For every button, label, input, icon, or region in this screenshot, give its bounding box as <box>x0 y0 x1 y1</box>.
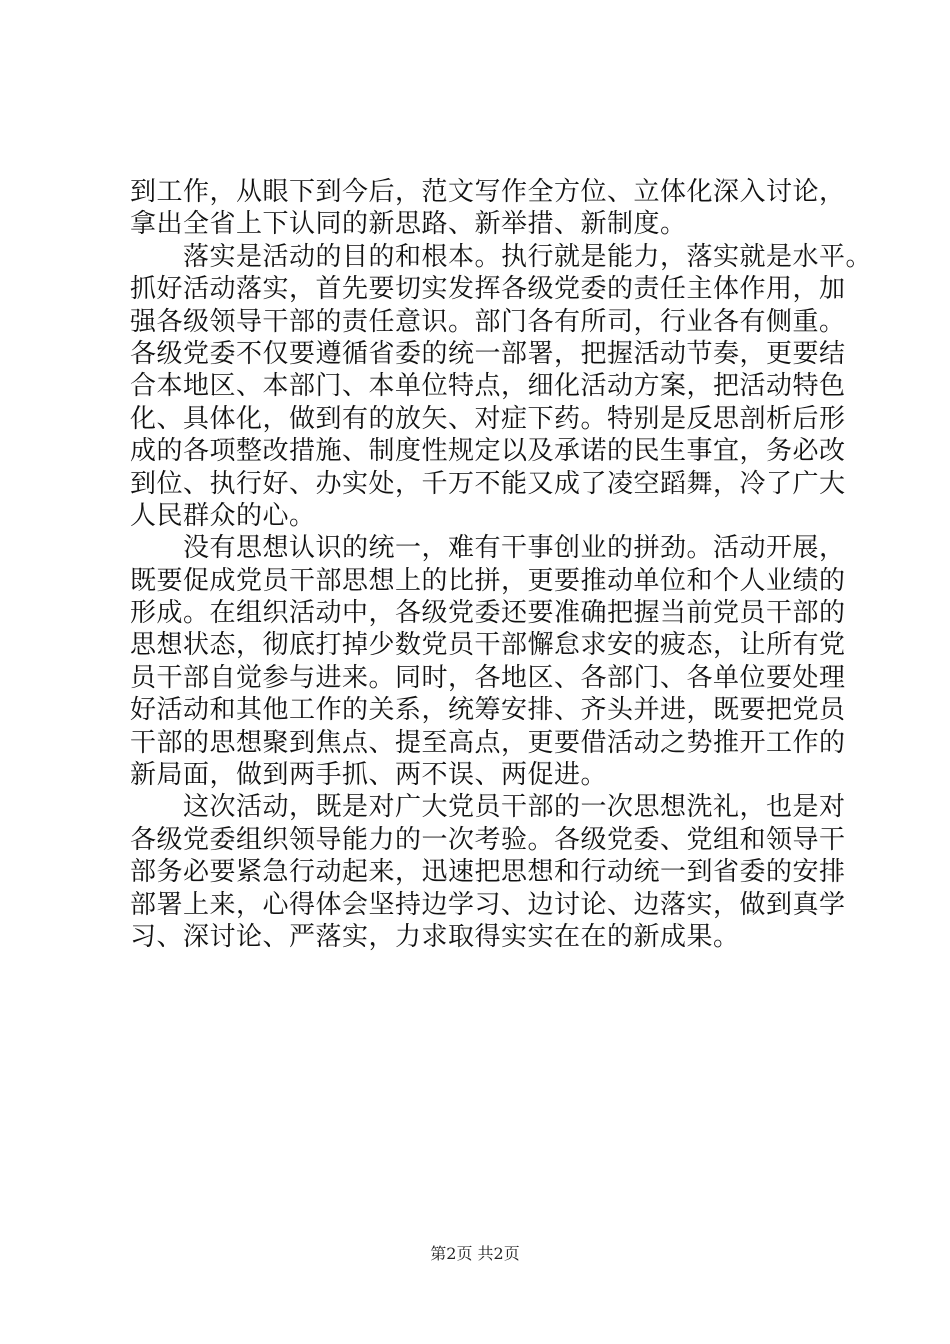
text-line: 落实是活动的目的和根本。执行就是能力，落实就是水平。 <box>130 241 873 272</box>
text-line: 新局面，做到两手抓、两不误、两促进。 <box>130 760 608 791</box>
text-line: 习、深讨论、严落实，力求取得实实在在的新成果。 <box>130 921 740 952</box>
text-line: 成的各项整改措施、制度性规定以及承诺的民生事宜，务必改 <box>130 436 846 467</box>
text-line: 员干部自觉参与进来。同时，各地区、各部门、各单位要处理 <box>130 662 846 693</box>
text-line: 化、具体化，做到有的放矢、对症下药。特别是反思剖析后形 <box>130 403 846 434</box>
text-line: 部务必要紧急行动起来，迅速把思想和行动统一到省委的安排 <box>130 857 846 888</box>
text-line: 干部的思想聚到焦点、提至高点，更要借活动之势推开工作的 <box>130 727 846 758</box>
text-line: 既要促成党员干部思想上的比拼，更要推动单位和个人业绩的 <box>130 565 846 596</box>
text-line: 部署上来，心得体会坚持边学习、边讨论、边落实，做到真学 <box>130 889 846 920</box>
text-line: 没有思想认识的统一，难有干事创业的拼劲。活动开展， <box>130 533 846 564</box>
text-line: 思想状态，彻底打掉少数党员干部懈怠求安的疲态，让所有党 <box>130 630 846 661</box>
text-line: 到位、执行好、办实处，千万不能又成了凌空蹈舞，冷了广大 <box>130 468 846 499</box>
text-line: 人民群众的心。 <box>130 500 316 531</box>
text-line: 这次活动，既是对广大党员干部的一次思想洗礼，也是对 <box>130 792 846 823</box>
text-line: 拿出全省上下认同的新思路、新举措、新制度。 <box>130 209 687 240</box>
page-footer: 第2页 共2页 <box>430 1244 520 1263</box>
text-line: 各级党委不仅要遵循省委的统一部署，把握活动节奏，更要结 <box>130 338 846 369</box>
document-body <box>130 176 873 953</box>
text-line: 合本地区、本部门、本单位特点，细化活动方案，把活动特色 <box>130 371 846 402</box>
text-line: 好活动和其他工作的关系，统筹安排、齐头并进，既要把党员 <box>130 695 846 726</box>
text-line: 抓好活动落实，首先要切实发挥各级党委的责任主体作用，加 <box>130 274 846 305</box>
text-line: 到工作，从眼下到今后，范文写作全方位、立体化深入讨论， <box>130 177 846 207</box>
text-line: 形成。在组织活动中，各级党委还要准确把握当前党员干部的 <box>130 598 846 629</box>
text-line: 强各级领导干部的责任意识。部门各有所司，行业各有侧重。 <box>130 306 846 337</box>
text-line: 各级党委组织领导能力的一次考验。各级党委、党组和领导干 <box>130 824 846 855</box>
